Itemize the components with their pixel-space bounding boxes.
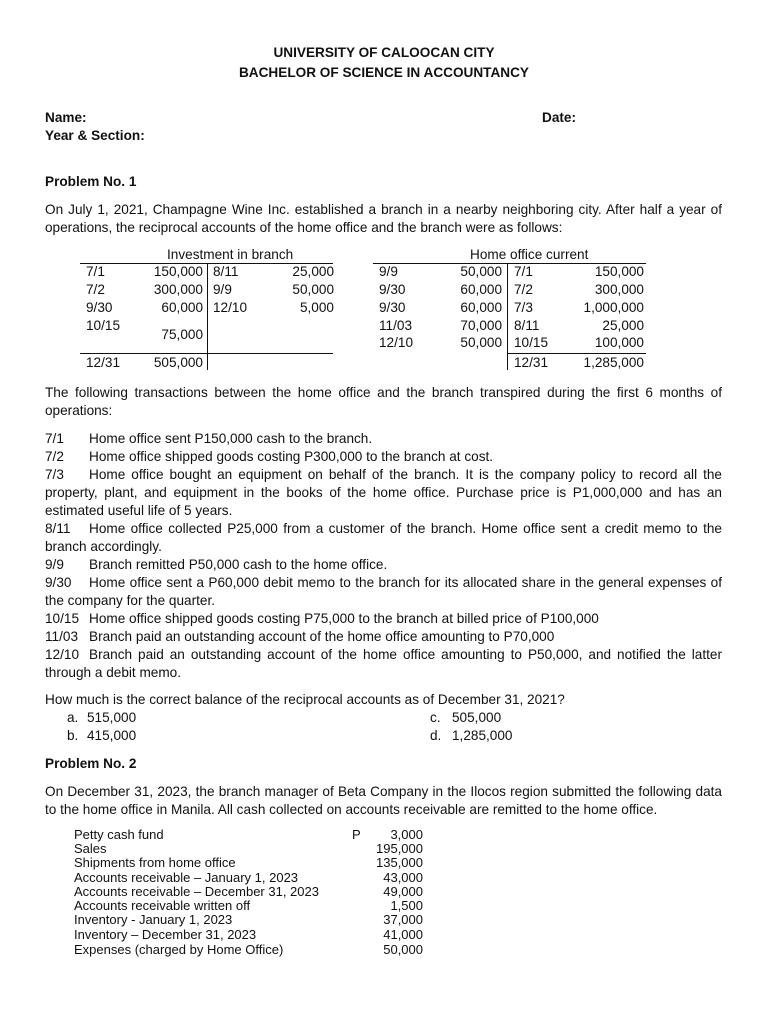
data-item-label: Accounts receivable – January 1, 2023 <box>74 870 299 885</box>
choice-letter: c. <box>430 710 441 725</box>
ledger-debit-amount: 50,000 <box>460 335 502 350</box>
ledger-credit-amount: 5,000 <box>299 300 334 315</box>
ledger-credit-amount: 100,000 <box>594 335 644 350</box>
ledger-debit-amount: 150,000 <box>153 264 203 279</box>
problem2-intro: On December 31, 2023, the branch manager of Beta Company in the Ilocos region submitted the following data to the home office in Manila. All cash collected on accounts receivable are remitted to the home office. <box>45 784 722 817</box>
ledger-credit-amount: 25,000 <box>602 318 644 333</box>
transaction-item <box>45 556 722 574</box>
choice-text: 515,000 <box>87 710 137 725</box>
transaction-text: Branch paid an outstanding account of the home office amounting to P50,000, and notified the latter through a debit memo. <box>45 647 722 680</box>
data-item-amount: 3,000 <box>390 827 423 842</box>
ledger-credit-amount: 300,000 <box>594 282 644 297</box>
transaction-date: 11/03 <box>45 629 79 644</box>
choice-letter: d. <box>430 728 442 743</box>
transaction-text: Home office sent P150,000 cash to the branch. <box>89 431 373 446</box>
data-item-label: Inventory – December 31, 2023 <box>74 927 257 942</box>
ledger-debit-date: 9/30 <box>379 282 406 297</box>
ledger-credit-date: 7/3 <box>514 300 533 315</box>
transaction-item <box>45 430 722 448</box>
data-item-amount: 49,000 <box>383 884 423 899</box>
transaction-list <box>45 430 722 682</box>
choice-c <box>430 710 501 725</box>
data-item-amount: 135,000 <box>376 855 423 870</box>
transaction-date: 9/30 <box>45 575 72 590</box>
data-item-label: Petty cash fund <box>74 827 164 842</box>
transactions-intro: The following transactions between the home office and the branch transpired during the first 6 months of operations: <box>45 385 722 418</box>
choice-letter: a. <box>67 710 79 725</box>
transaction-text: Branch remitted P50,000 cash to the home office. <box>89 557 388 572</box>
name-label: Name: <box>45 110 87 125</box>
ledger-credit-date: 12/10 <box>213 300 248 315</box>
ledger-debit-date: 9/30 <box>379 300 406 315</box>
data-item-label: Accounts receivable – December 31, 2023 <box>74 884 319 899</box>
data-item-amount: 50,000 <box>383 942 423 957</box>
ledger-debit-amount: 60,000 <box>460 300 502 315</box>
ledger-balance-amount: 1,285,000 <box>583 355 644 370</box>
data-item-amount: 1,500 <box>390 898 423 913</box>
transaction-item <box>45 466 722 520</box>
ledger-debit-date: 9/9 <box>379 264 398 279</box>
currency-symbol: P <box>352 827 361 842</box>
transaction-item <box>45 610 722 628</box>
ledger-debit-amount: 60,000 <box>161 300 203 315</box>
data-item-amount: 41,000 <box>383 927 423 942</box>
choice-d <box>430 728 512 743</box>
transaction-text: Home office sent a P60,000 debit memo to the branch for its allocated share in the general expenses of the company for the quarter. <box>45 575 722 608</box>
ledger-credit-amount: 150,000 <box>594 264 644 279</box>
ledger-debit-date: 11/03 <box>379 318 413 333</box>
ledger-balance-date: 12/31 <box>514 355 549 370</box>
transaction-item <box>45 628 722 646</box>
ledger-debit-date: 12/10 <box>379 335 414 350</box>
ledger-total-rule <box>80 353 333 354</box>
problem1-title: Problem No. 1 <box>45 174 137 189</box>
ledger-debit-date: 10/15 <box>86 318 121 333</box>
transaction-item <box>45 448 722 466</box>
problem2-title: Problem No. 2 <box>45 756 137 771</box>
ledger-credit-amount: 50,000 <box>292 282 334 297</box>
ledger-credit-date: 8/11 <box>213 264 239 279</box>
ledger-credit-date: 7/1 <box>514 264 533 279</box>
ledger-debit-amount: 300,000 <box>153 282 203 297</box>
choice-a <box>67 710 136 725</box>
choice-letter: b. <box>67 728 79 743</box>
ledger-balance-amount: 505,000 <box>153 355 203 370</box>
ledger-debit-date: 9/30 <box>86 300 113 315</box>
ledger-debit-amount: 50,000 <box>460 264 502 279</box>
ledger-title: Investment in branch <box>167 247 294 262</box>
choice-b <box>67 728 136 743</box>
data-item-label: Sales <box>74 841 107 856</box>
year-section-label: Year & Section: <box>45 128 145 143</box>
program-title: BACHELOR OF SCIENCE IN ACCOUNTANCY <box>238 65 529 80</box>
data-item-amount: 43,000 <box>383 870 423 885</box>
university-title: UNIVERSITY OF CALOOCAN CITY <box>273 45 495 60</box>
transaction-date: 12/10 <box>45 647 80 662</box>
problem1-question: How much is the correct balance of the reciprocal accounts as of December 31, 2021? <box>45 692 565 707</box>
transaction-date: 7/3 <box>45 467 64 482</box>
ledger-title: Home office current <box>470 247 589 262</box>
transaction-date: 7/2 <box>45 449 64 464</box>
transaction-item <box>45 520 722 556</box>
choice-text: 505,000 <box>452 710 502 725</box>
ledger-debit-date: 7/2 <box>86 282 105 297</box>
ledger-debit-date: 7/1 <box>86 264 105 279</box>
transaction-date: 10/15 <box>45 611 80 626</box>
ledger-debit-amount: 60,000 <box>460 282 502 297</box>
date-label: Date: <box>542 110 576 125</box>
ledger-credit-amount: 25,000 <box>292 264 334 279</box>
data-item-label: Expenses (charged by Home Office) <box>74 942 284 957</box>
transaction-item <box>45 574 722 610</box>
transaction-text: Home office bought an equipment on behalf of the branch. It is the company policy to record all the property, plant, and equipment in the books of the home office. Purchase price is P1,000,000 and has an estimated useful life of 5 years. <box>45 467 722 518</box>
choice-text: 1,285,000 <box>452 728 513 743</box>
transaction-text: Home office shipped goods costing P300,000 to the branch at cost. <box>89 449 494 464</box>
ledger-credit-date: 9/9 <box>213 282 232 297</box>
ledger-credit-amount: 1,000,000 <box>583 300 644 315</box>
transaction-text: Home office shipped goods costing P75,000 to the branch at billed price of P100,000 <box>89 611 599 626</box>
ledger-credit-date: 10/15 <box>514 335 549 350</box>
choice-text: 415,000 <box>87 728 137 743</box>
ledger-balance-date: 12/31 <box>86 355 121 370</box>
data-item-label: Accounts receivable written off <box>74 898 251 913</box>
ledger-debit-amount: 75,000 <box>161 327 203 342</box>
transaction-item <box>45 646 722 682</box>
ledger-debit-amount: 70,000 <box>460 318 502 333</box>
data-item-label: Shipments from home office <box>74 855 236 870</box>
transaction-date: 9/9 <box>45 557 64 572</box>
data-item-amount: 195,000 <box>376 841 423 856</box>
ledger-credit-date: 8/11 <box>514 318 540 333</box>
problem1-intro: On July 1, 2021, Champagne Wine Inc. established a branch in a nearby neighboring city. After half a year of operations, the reciprocal accounts of the home office and the branch were as follows: <box>45 202 722 235</box>
transaction-text: Home office collected P25,000 from a customer of the branch. Home office sent a credit memo to the branch accordingly. <box>45 521 722 554</box>
data-item-amount: 37,000 <box>383 912 423 927</box>
ledger-total-rule <box>507 353 646 354</box>
transaction-date: 8/11 <box>45 521 71 536</box>
transaction-text: Branch paid an outstanding account of the home office amounting to P70,000 <box>89 629 555 644</box>
data-item-label: Inventory - January 1, 2023 <box>74 912 233 927</box>
transaction-date: 7/1 <box>45 431 64 446</box>
ledger-credit-date: 7/2 <box>514 282 533 297</box>
